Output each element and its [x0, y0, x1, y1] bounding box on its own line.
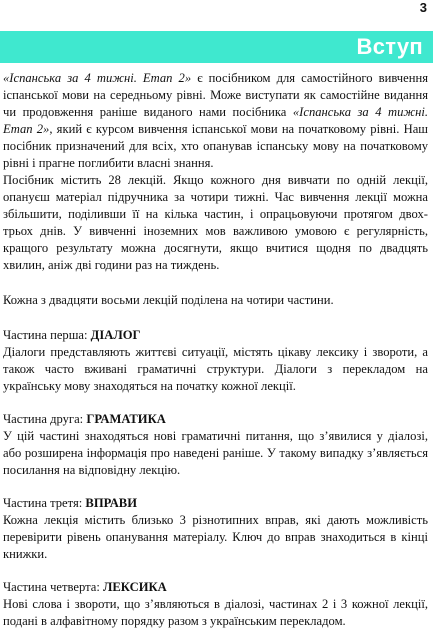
part-name: ДІАЛОГ [90, 328, 141, 342]
part-description-4: Нові слова і звороти, що з’являються в діалозі, частинах 2 і 3 кожної лекції, подані в алфавітному порядку разом з українським перекладом. [3, 597, 428, 628]
section-header-band [0, 31, 433, 63]
part-description-3: Кожна лекція містить близько 3 різнотипних вправ, які дають можливість перевірити рівень опанування матеріалу. Ключ до вправ знаходиться в кінці книжки. [3, 513, 428, 561]
part-heading-1 [3, 327, 428, 344]
intro-text: , який є курсом вивчення іспанської мови на початковому рівні. Наш посібник призначений для всіх, хто опанував іспанську мову на початковому рівні і прагне поглибити власні знання. [3, 122, 428, 170]
intro-text: є посібником для самостійного вивчення іспанської мови на середньому рівні. Може виступати як самостійне видання чи продовження раніше виданого нами посібника [3, 71, 428, 119]
part-heading-4 [3, 579, 428, 596]
intro-paragraph-1 [3, 70, 428, 172]
book-title-ref: «Іспанська за 4 тижні. Етап 2» [3, 105, 428, 136]
intro-paragraph-3: Кожна з двадцяти восьми лекцій поділена на чотири частини. [3, 293, 334, 307]
part-name: ЛЕКСИКА [103, 580, 167, 594]
part-prefix: Частина четверта: [3, 580, 103, 594]
part-heading-2 [3, 411, 428, 428]
part-heading-3 [3, 495, 428, 512]
part-name: ВПРАВИ [85, 496, 137, 510]
part-prefix: Частина перша: [3, 328, 91, 342]
part-description-2: У цій частині знаходяться нові граматичні питання, що з’явилися у діалозі, або розширена інформація про наведені раніше. У такому випадку з’являється посилання на відповідну лекцію. [3, 429, 428, 477]
intro-paragraph-2: Посібник містить 28 лекцій. Якщо кожного дня вивчати по одній лекції, опануєш матеріал підручника за чотири тижні. Час вивчення лекції можна збільшити, поділивши її на кілька частин, і опрацьовуючи протягом двох-трьох днів. У вивченні іноземних мов важливою умовою є регулярність, кращого результату можна досягнути, якщо вчитися щодня по двадцять хвилин, аніж дві години раз на тиждень. [3, 173, 428, 272]
page-number: 3 [419, 0, 427, 15]
part-prefix: Частина друга: [3, 412, 87, 426]
part-name: ГРАМАТИКА [86, 412, 166, 426]
part-prefix: Частина третя: [3, 496, 86, 510]
book-title-ref: «Іспанська за 4 тижні. Етап 2» [3, 71, 192, 85]
part-description-1: Діалоги представляють життєві ситуації, містять цікаву лексику і звороти, а також часто вживані граматичні структури. Діалоги з перекладом на українську мову знаходяться на початку кожної лекції. [3, 345, 428, 393]
page-body [3, 70, 428, 630]
section-title: Вступ [356, 34, 423, 59]
